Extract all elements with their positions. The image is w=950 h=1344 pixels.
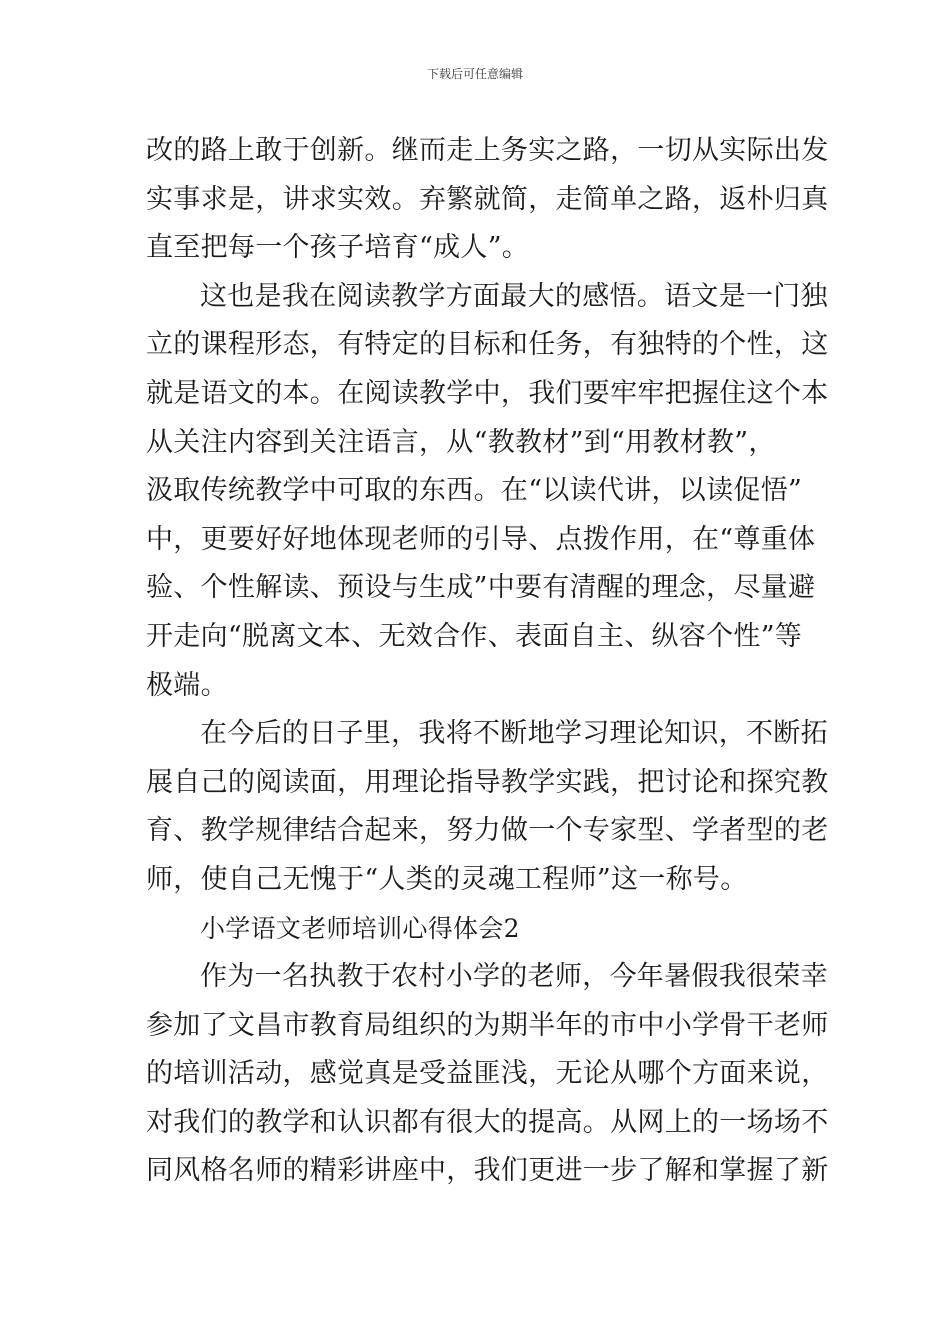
paragraph-start-line: 在今后的日子里，我将不断地学习理论知识，不断拓: [200, 718, 828, 750]
section-heading: 小学语文老师培训心得体会2: [200, 913, 520, 943]
body-line: 立的课程形态，有特定的目标和任务，有独特的个性，这: [146, 329, 829, 361]
body-line: 的培训活动，感觉真是受益匪浅，无论从哪个方面来说，: [146, 1058, 829, 1090]
body-line: 实事求是，讲求实效。弃繁就简，走简单之路，返朴归真: [146, 183, 829, 215]
body-line: 参加了文昌市教育局组织的为期半年的市中小学骨干老师: [146, 1009, 829, 1041]
body-line: 改的路上敢于创新。继而走上务实之路，一切从实际出发: [146, 135, 829, 166]
body-line: 展自己的阅读面，用理论指导教学实践，把讨论和探究教: [146, 766, 829, 798]
body-line: 育、教学规律结合起来，努力做一个专家型、学者型的老: [146, 815, 829, 847]
body-line: 就是语文的本。在阅读教学中，我们要牢牢把握住这个本: [146, 377, 829, 409]
body-line: 同风格名师的精彩讲座中，我们更进一步了解和掌握了新: [146, 1155, 829, 1187]
body-line: 从关注内容到关注语言，从“教教材”到“用教材教”，: [146, 426, 776, 458]
body-line: 验、个性解读、预设与生成”中要有清醒的理念，尽量避: [146, 572, 816, 604]
body-line: 开走向“脱离文本、无效合作、表面自主、纵容个性”等: [146, 620, 803, 652]
page-header: 下载后可任意编辑: [426, 67, 523, 81]
paragraph-start-line: 作为一名执教于农村小学的老师，今年暑假我很荣幸: [200, 961, 828, 993]
document-body: [146, 127, 829, 1196]
body-line: 师，使自己无愧于“人类的灵魂工程师”这一称号。: [146, 863, 748, 895]
body-line: 中，更要好好地体现老师的引导、点拨作用，在“尊重体: [146, 523, 816, 555]
body-line: 极端。: [146, 669, 228, 701]
body-line: 对我们的教学和认识都有很大的提高。从网上的一场场不: [146, 1106, 829, 1138]
paragraph-start-line: 这也是我在阅读教学方面最大的感悟。语文是一门独: [200, 280, 828, 312]
body-line: 直至把每一个孩子培育“成人”。: [146, 232, 530, 264]
body-line: 汲取传统教学中可取的东西。在“以读代讲，以读促悟”: [146, 475, 803, 507]
